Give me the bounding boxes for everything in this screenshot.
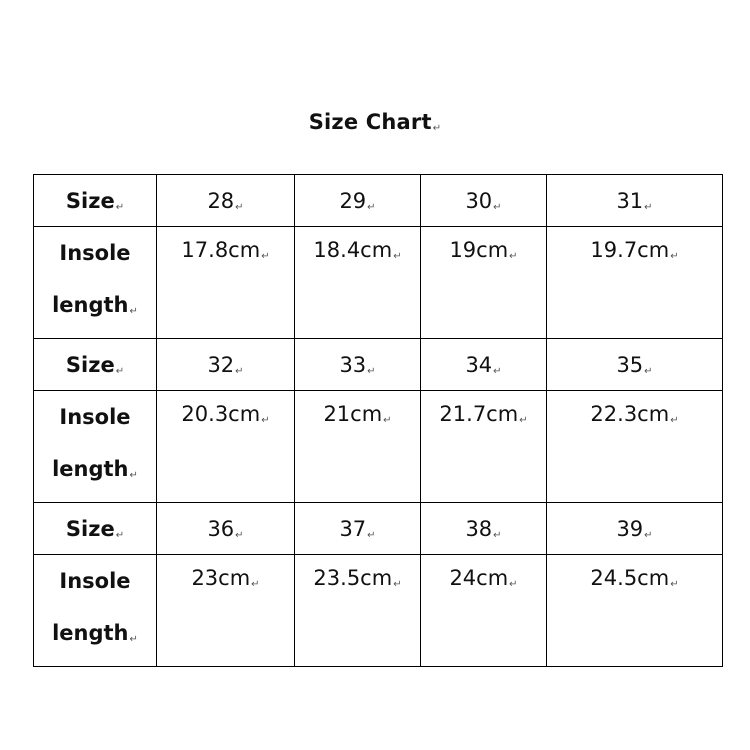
size-value-cell [157,339,295,391]
paragraph-mark-icon: ↵ [644,529,653,541]
page-title [0,110,750,134]
insole-length-cell [295,555,421,667]
size-value: 37 [339,516,367,541]
size-value-cell [295,175,421,227]
size-value-cell [547,503,723,555]
size-header-cell [34,175,157,227]
size-value: 32 [207,352,235,377]
paragraph-mark-icon: ↵ [129,470,138,481]
paragraph-mark-icon: ↵ [493,201,502,213]
insole-length-cell [547,227,723,339]
insole-length-cell [421,555,547,667]
insole-header-cell [34,227,157,339]
insole-length-cell [421,391,547,503]
paragraph-mark-icon: ↵ [235,529,244,541]
paragraph-mark-icon: ↵ [251,579,260,590]
insole-length-value: 19cm [449,238,509,262]
insole-header-cell [34,555,157,667]
size-value: 39 [616,516,644,541]
size-row [34,175,723,227]
paragraph-mark-icon: ↵ [670,251,679,262]
insole-length-row [34,391,723,503]
paragraph-mark-icon: ↵ [367,201,376,213]
size-value-cell [547,339,723,391]
paragraph-mark-icon: ↵ [393,251,402,262]
size-chart-table [33,174,723,667]
insole-length-value: 17.8cm [181,238,261,262]
insole-length-value: 23cm [191,566,251,590]
size-row [34,503,723,555]
size-value-cell [157,175,295,227]
paragraph-mark-icon: ↵ [670,415,679,426]
insole-length-cell [421,227,547,339]
insole-label-line2 [34,443,156,502]
paragraph-mark-icon: ↵ [383,415,392,426]
insole-label-line2 [34,607,156,666]
size-value-cell [157,503,295,555]
size-value-cell [421,339,547,391]
insole-length-cell [157,391,295,503]
paragraph-mark-icon: ↵ [493,365,502,377]
paragraph-mark-icon: ↵ [115,365,125,377]
paragraph-mark-icon: ↵ [432,123,442,134]
size-value-cell [295,339,421,391]
length-label: length [52,621,129,645]
paragraph-mark-icon: ↵ [493,529,502,541]
paragraph-mark-icon: ↵ [129,634,138,645]
insole-length-row [34,555,723,667]
insole-length-cell [157,555,295,667]
insole-length-row [34,227,723,339]
paragraph-mark-icon: ↵ [367,529,376,541]
insole-label-line1 [34,555,156,607]
size-value: 31 [616,188,644,213]
size-value: 28 [207,188,235,213]
size-value: 33 [339,352,367,377]
paragraph-mark-icon: ↵ [115,201,125,213]
paragraph-mark-icon: ↵ [393,579,402,590]
size-label: Size [65,352,115,377]
paragraph-mark-icon: ↵ [367,365,376,377]
insole-length-value: 22.3cm [590,402,670,426]
insole-length-value: 18.4cm [313,238,393,262]
size-label: Size [65,188,115,213]
size-row [34,339,723,391]
insole-length-cell [295,391,421,503]
insole-label-line2 [34,279,156,338]
size-value-cell [421,175,547,227]
insole-label: Insole [59,241,131,265]
size-value: 38 [465,516,493,541]
insole-length-value: 21cm [323,402,383,426]
size-header-cell [34,339,157,391]
size-value-cell [295,503,421,555]
insole-length-cell [547,391,723,503]
size-label: Size [65,516,115,541]
insole-label: Insole [59,569,131,593]
insole-length-cell [295,227,421,339]
paragraph-mark-icon: ↵ [235,365,244,377]
insole-length-value: 24cm [449,566,509,590]
insole-length-cell [547,555,723,667]
insole-label: Insole [59,405,131,429]
insole-length-cell [157,227,295,339]
insole-label-line1 [34,391,156,443]
paragraph-mark-icon: ↵ [129,306,138,317]
insole-header-cell [34,391,157,503]
paragraph-mark-icon: ↵ [509,579,518,590]
size-chart-body [34,175,723,667]
paragraph-mark-icon: ↵ [261,251,270,262]
size-value-cell [547,175,723,227]
insole-length-value: 20.3cm [181,402,261,426]
size-value: 35 [616,352,644,377]
insole-label-line1 [34,227,156,279]
paragraph-mark-icon: ↵ [670,579,679,590]
insole-length-value: 23.5cm [313,566,393,590]
size-value: 30 [465,188,493,213]
paragraph-mark-icon: ↵ [115,529,125,541]
insole-length-value: 19.7cm [590,238,670,262]
size-value-cell [421,503,547,555]
size-value: 36 [207,516,235,541]
paragraph-mark-icon: ↵ [644,365,653,377]
insole-length-value: 21.7cm [439,402,519,426]
size-value: 29 [339,188,367,213]
length-label: length [52,457,129,481]
length-label: length [52,293,129,317]
paragraph-mark-icon: ↵ [235,201,244,213]
paragraph-mark-icon: ↵ [644,201,653,213]
paragraph-mark-icon: ↵ [509,251,518,262]
title-text: Size Chart [308,110,432,134]
insole-length-value: 24.5cm [590,566,670,590]
size-header-cell [34,503,157,555]
paragraph-mark-icon: ↵ [519,415,528,426]
size-value: 34 [465,352,493,377]
paragraph-mark-icon: ↵ [261,415,270,426]
